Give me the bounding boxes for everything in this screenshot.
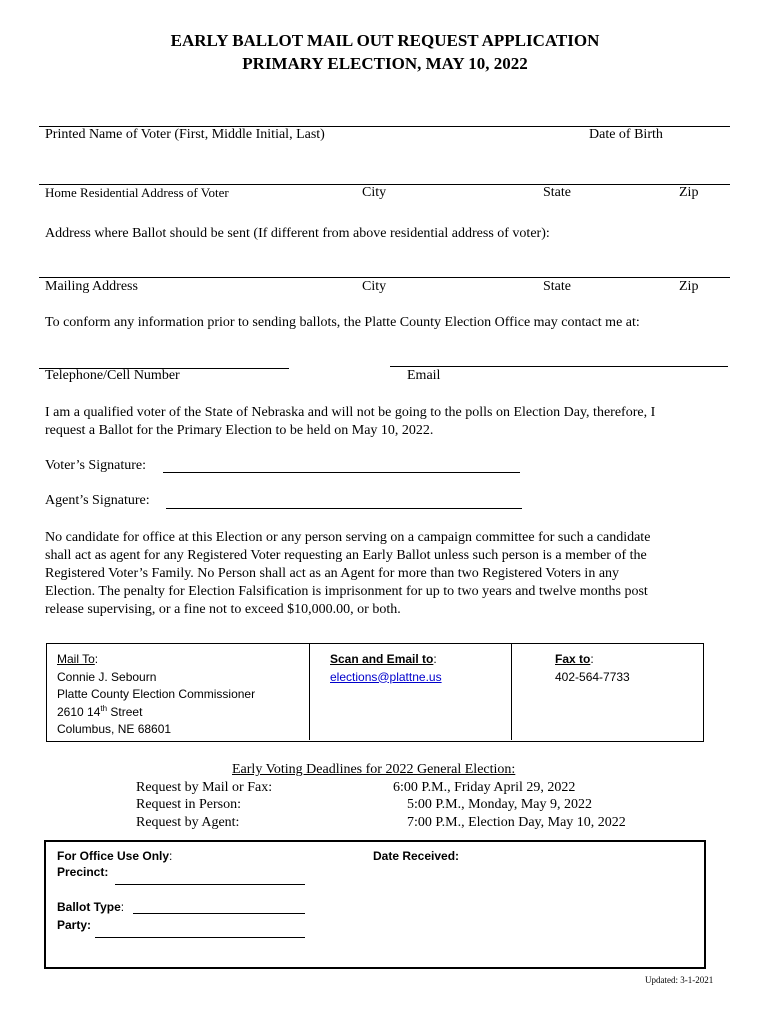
fax-number: 402-564-7733 (555, 669, 630, 684)
submission-divider (309, 644, 310, 740)
deadlines-heading: Early Voting Deadlines for 2022 General Election: (232, 762, 516, 777)
mail-to-street-name: Street (107, 704, 143, 719)
mailing-address-label: Mailing Address (45, 279, 138, 294)
ballot-address-intro: Address where Ballot should be sent (If different from above residential address of voter): (45, 226, 550, 241)
voter-signature-line[interactable] (163, 472, 520, 473)
declaration-line-1: I am a qualified voter of the State of Nebraska and will not be going to the polls on Election Day, therefore, I (45, 405, 656, 420)
office-use-colon: : (169, 849, 173, 863)
mailing-address-line[interactable] (39, 277, 730, 278)
fax-block (555, 651, 630, 686)
contact-intro: To conform any information prior to sending ballots, the Platte County Election Office may contact me at: (45, 315, 640, 330)
submission-divider (511, 644, 512, 740)
home-address-label: Home Residential Address of Voter (45, 185, 229, 200)
scan-email-block (330, 651, 442, 686)
scan-email-link[interactable]: elections@plattne.us (330, 669, 442, 684)
party-label: Party: (57, 918, 92, 932)
agent-notice-line: Election. The penalty for Election Falsification is imprisonment for up to two years and twelve months post (45, 584, 648, 599)
mail-to-city: Columbus, NE 68601 (57, 722, 172, 736)
phone-label: Telephone/Cell Number (45, 368, 180, 383)
scan-email-heading: Scan and Email to (330, 652, 434, 666)
voter-signature-label: Voter’s Signature: (45, 458, 146, 473)
mail-to-title: Platte County Election Commissioner (57, 687, 256, 701)
email-line[interactable] (390, 366, 728, 367)
mailing-city-label: City (362, 279, 387, 294)
email-label: Email (407, 368, 441, 383)
declaration-line-2: request a Ballot for the Primary Election to be held on May 10, 2022. (45, 423, 434, 438)
agent-notice-line: release supervising, or a fine not to exceed $10,000.00, or both. (45, 602, 401, 617)
office-use-heading: For Office Use Only (57, 849, 170, 863)
mailing-zip-label: Zip (679, 279, 699, 294)
mail-to-street-number: 2610 14 (57, 704, 101, 719)
date-received-label: Date Received: (373, 849, 460, 863)
ballot-type-row (57, 899, 124, 917)
printed-name-label: Printed Name of Voter (First, Middle Initial, Last) (45, 127, 325, 142)
deadline-value: 5:00 P.M., Monday, May 9, 2022 (407, 797, 592, 812)
agent-signature-label: Agent’s Signature: (45, 493, 150, 508)
ballot-type-label: Ballot Type (57, 900, 121, 914)
page-subtitle: PRIMARY ELECTION, MAY 10, 2022 (242, 54, 528, 73)
scan-email-colon: : (433, 652, 437, 666)
precinct-label: Precinct: (57, 865, 109, 879)
deadline-label: Request in Person: (136, 797, 241, 812)
mail-to-block (57, 651, 255, 739)
home-city-label: City (362, 185, 387, 200)
fax-colon: : (590, 652, 594, 666)
office-use-heading-row (57, 848, 172, 866)
home-zip-label: Zip (679, 185, 699, 200)
deadline-label: Request by Agent: (136, 815, 240, 830)
agent-signature-line[interactable] (166, 508, 522, 509)
deadline-value: 7:00 P.M., Election Day, May 10, 2022 (407, 815, 626, 830)
mail-to-heading: Mail To (57, 652, 95, 666)
fax-heading: Fax to (555, 652, 591, 666)
mail-to-name: Connie J. Sebourn (57, 669, 157, 684)
mail-to-street (57, 704, 255, 722)
mail-to-street-suffix: th (100, 703, 108, 713)
ballot-type-line[interactable] (133, 913, 305, 914)
deadline-label: Request by Mail or Fax: (136, 780, 273, 795)
updated-date: Updated: 3-1-2021 (645, 975, 714, 985)
agent-notice-line: shall act as agent for any Registered Voter requesting an Early Ballot unless such person is a member of the (45, 548, 647, 563)
date-of-birth-label: Date of Birth (589, 127, 663, 142)
page-title: EARLY BALLOT MAIL OUT REQUEST APPLICATION (170, 31, 600, 50)
agent-notice-line: Registered Voter’s Family. No Person shall act as an Agent for more than two Registered Voters in any (45, 566, 620, 581)
agent-notice-line: No candidate for office at this Election or any person serving on a campaign committee for such a candidate (45, 530, 651, 545)
deadline-value: 6:00 P.M., Friday April 29, 2022 (393, 780, 576, 795)
ballot-type-colon: : (120, 900, 125, 914)
home-state-label: State (543, 185, 571, 200)
mail-to-colon: : (94, 652, 99, 666)
party-line[interactable] (95, 937, 305, 938)
precinct-line[interactable] (115, 884, 305, 885)
mailing-state-label: State (543, 279, 571, 294)
